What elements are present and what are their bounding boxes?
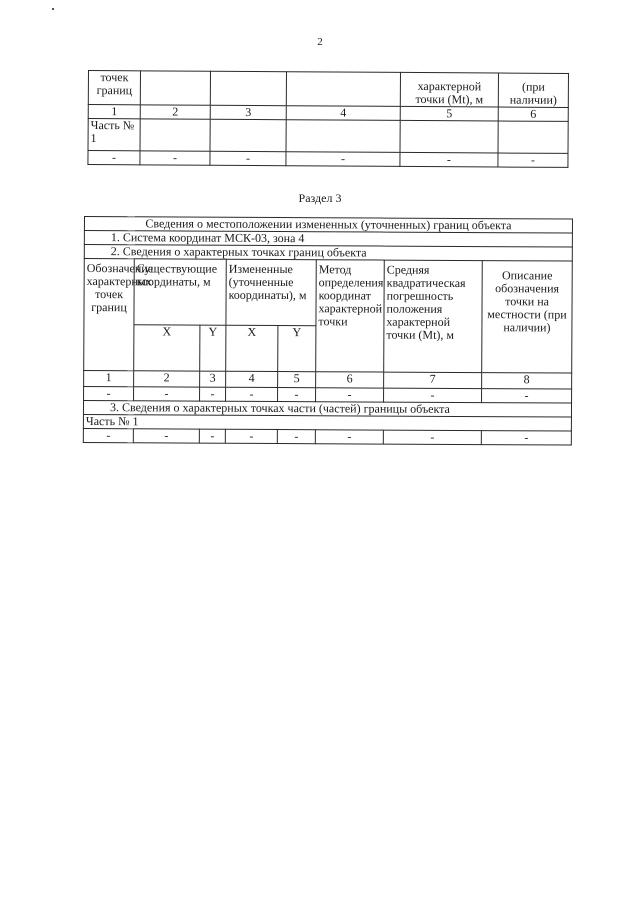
dash-cell: - [83, 428, 133, 442]
col-number: 6 [498, 107, 568, 121]
col-number: 1 [88, 105, 140, 119]
header-y: Y [278, 326, 316, 372]
header-accuracy: Средняя квадратическая погрешность положения характерной точки (Mt), м [384, 260, 483, 373]
table-row [88, 151, 568, 168]
header-description: Описание обозначения точки на местности (при наличии) [482, 261, 573, 373]
dash-cell: - [88, 151, 140, 165]
cell-head-6: (при наличии) [498, 73, 568, 107]
part-points-heading: 3. Сведения о характерных точках части (частей) границы объекта [83, 401, 571, 418]
part-label: Часть № 1 [88, 119, 140, 151]
header-y: Y [200, 325, 226, 371]
dash-cell: - [482, 389, 572, 403]
dash-cell: - [286, 152, 400, 167]
table-title: Сведения о местоположении измененных (уточненных) границ объекта [84, 217, 572, 234]
dash-cell: - [199, 429, 225, 443]
dash-cell: - [316, 388, 384, 402]
dash-cell: - [383, 430, 481, 445]
cell-head-1: точек границ [88, 71, 140, 105]
empty-cell [286, 120, 400, 153]
header-point-designation: Обозначение характерных точек границ [84, 259, 135, 371]
col-number: 3 [210, 105, 286, 119]
col-number: 1 [84, 371, 134, 387]
dash-cell: - [133, 429, 199, 443]
empty-cell [210, 119, 286, 151]
dash-cell: - [200, 387, 226, 401]
header-changed-coords: Измененные (уточненные координаты), м [226, 259, 316, 325]
table-row [84, 259, 572, 328]
header-method: Метод определения координат характерной точки [316, 260, 385, 372]
table-row [83, 428, 571, 445]
dash-cell: - [481, 431, 571, 445]
col-number: 8 [482, 373, 572, 389]
col-number: 2 [140, 105, 210, 119]
coordinate-system: 1. Система координат МСК-03, зона 4 [84, 231, 572, 248]
empty-cell [140, 119, 210, 151]
dash-cell: - [140, 151, 210, 165]
dash-cell: - [225, 429, 277, 443]
boundary-table [83, 216, 573, 446]
table-row [88, 71, 568, 108]
col-number: 5 [278, 372, 316, 388]
dash-cell: - [134, 387, 200, 401]
col-number: 7 [384, 372, 482, 389]
dash-cell: - [278, 388, 316, 402]
empty-cell [498, 121, 568, 153]
dash-cell: - [384, 388, 482, 403]
continued-table [87, 70, 569, 168]
header-existing-coords: Существующие координаты, м [134, 259, 226, 325]
col-number: 4 [286, 106, 400, 121]
section-title: Раздел 3 [298, 191, 342, 205]
cell-head-5: характерной точки (Mt), м [400, 72, 498, 107]
header-x: X [226, 325, 278, 371]
col-number: 3 [200, 371, 226, 387]
cell-head-3 [210, 71, 286, 105]
table-row [88, 119, 568, 154]
scan-speck [52, 8, 54, 10]
cell-head-4 [286, 72, 400, 107]
empty-cell [400, 120, 498, 153]
points-heading: 2. Сведения о характерных точках границ объекта [84, 245, 572, 262]
header-x: X [134, 325, 200, 371]
col-number: 4 [226, 371, 278, 387]
dash-cell: - [210, 151, 286, 165]
cell-head-2 [140, 71, 210, 105]
col-number: 2 [134, 371, 200, 387]
part-label: Часть № 1 [83, 414, 571, 431]
dash-cell: - [315, 430, 383, 444]
dash-cell: - [400, 152, 498, 167]
dash-cell: - [84, 387, 134, 401]
col-number: 6 [316, 372, 384, 388]
page-number: 2 [317, 36, 323, 48]
dash-cell: - [498, 153, 568, 167]
col-number: 5 [400, 106, 498, 121]
dash-cell: - [277, 430, 315, 444]
dash-cell: - [226, 387, 278, 401]
